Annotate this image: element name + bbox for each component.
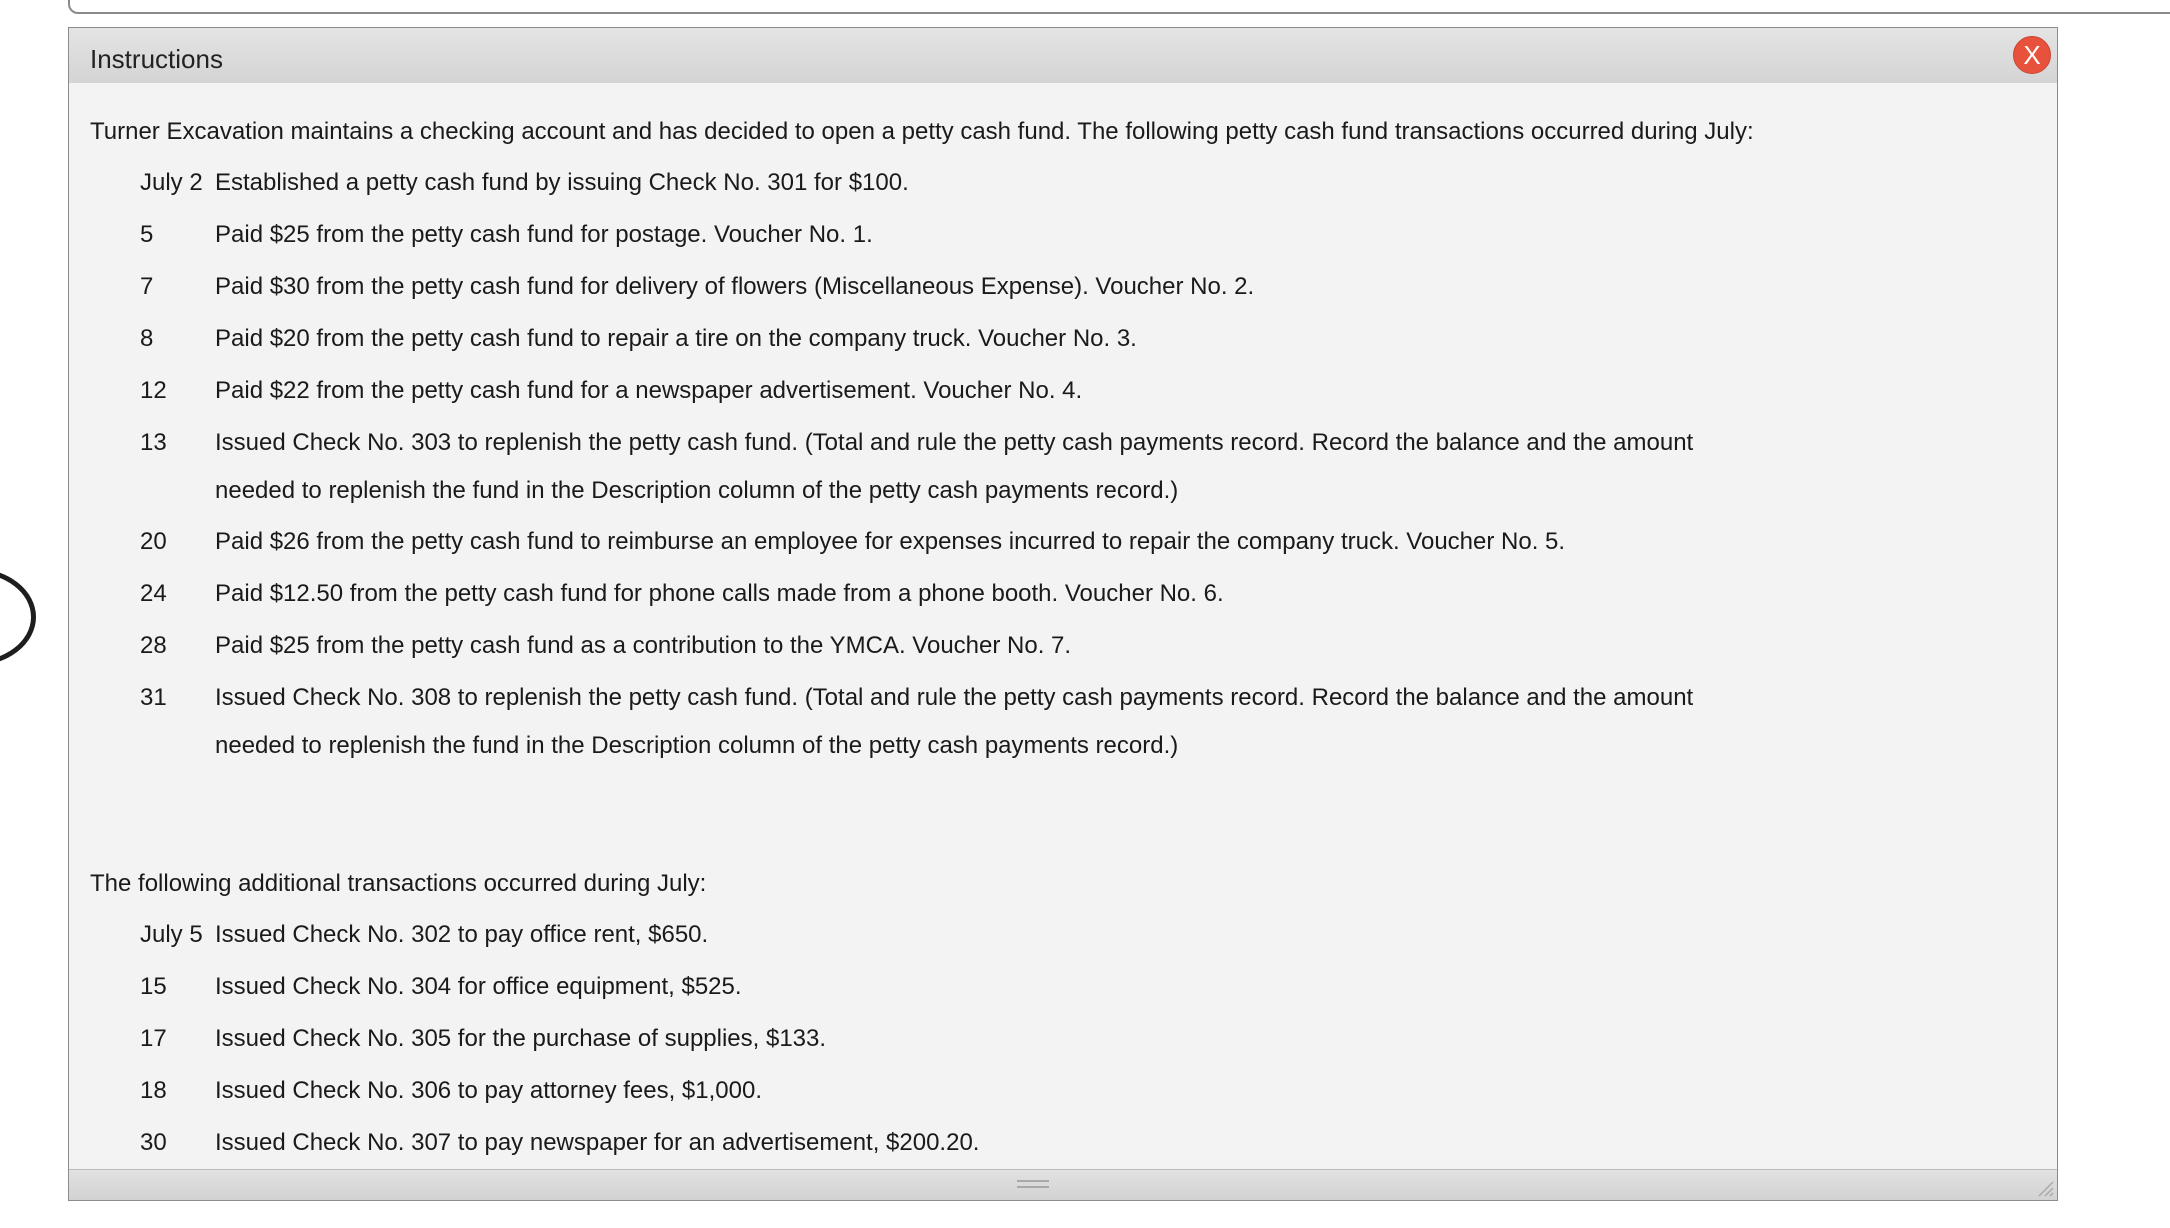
instructions-dialog (68, 27, 2058, 1201)
petty-cash-transaction-list (69, 157, 2057, 771)
transaction-date: 20 (140, 528, 167, 555)
transaction-row (69, 261, 2057, 313)
transaction-row (69, 313, 2057, 365)
transaction-date: 17 (140, 1025, 167, 1052)
transaction-description: Paid $26 from the petty cash fund to reimburse an employee for expenses incurred to repair the company truck. Voucher No. 5. (215, 528, 1566, 555)
transaction-row (69, 209, 2057, 261)
transaction-description: Paid $12.50 from the petty cash fund for phone calls made from a phone booth. Voucher No. 6. (215, 580, 1224, 607)
transaction-date: 12 (140, 377, 167, 404)
transaction-description: Paid $20 from the petty cash fund to repair a tire on the company truck. Voucher No. 3. (215, 325, 1137, 352)
transaction-row (69, 1013, 2057, 1065)
transaction-date: 8 (140, 325, 154, 352)
background-window-frame (68, 0, 2170, 14)
transaction-description: Issued Check No. 303 to replenish the petty cash fund. (Total and rule the petty cash payments record. Record the balance and the amount needed to replenish the fund in the Description column of the petty cash payments record.) (215, 429, 1694, 504)
additional-transaction-list (69, 909, 2057, 1169)
transaction-row (69, 157, 2057, 209)
transaction-description: Paid $30 from the petty cash fund for delivery of flowers (Miscellaneous Expense). Voucher No. 2. (215, 273, 1255, 300)
transaction-date: July 2 (140, 169, 203, 196)
transaction-date: 5 (140, 221, 154, 248)
transaction-date: 28 (140, 632, 167, 659)
close-button[interactable]: X (2013, 36, 2051, 74)
dialog-header[interactable] (69, 28, 2057, 83)
transaction-description: Paid $25 from the petty cash fund for postage. Voucher No. 1. (215, 221, 873, 248)
transaction-date: 13 (140, 429, 167, 456)
intro-paragraph: Turner Excavation maintains a checking account and has decided to open a petty cash fund. The following petty cash fund transactions occurred during July: (90, 118, 1754, 145)
transaction-row (69, 516, 2057, 568)
transaction-description: Paid $22 from the petty cash fund for a newspaper advertisement. Voucher No. 4. (215, 377, 1083, 404)
transaction-description: Issued Check No. 304 for office equipment, $525. (215, 973, 742, 1000)
transaction-description: Issued Check No. 308 to replenish the petty cash fund. (Total and rule the petty cash payments record. Record the balance and the amount needed to replenish the fund in the Description column of the petty cash payments record.) (215, 684, 1694, 759)
additional-transactions-heading: The following additional transactions occurred during July: (90, 870, 707, 897)
dialog-footer (69, 1169, 2057, 1200)
transaction-description: Issued Check No. 302 to pay office rent, $650. (215, 921, 709, 948)
transaction-date: July 5 (140, 921, 203, 948)
transaction-description: Paid $25 from the petty cash fund as a contribution to the YMCA. Voucher No. 7. (215, 632, 1072, 659)
resize-grip-icon[interactable] (1017, 1180, 1049, 1188)
transaction-row (69, 961, 2057, 1013)
transaction-row (69, 1117, 2057, 1169)
transaction-row (69, 1065, 2057, 1117)
transaction-description: Issued Check No. 305 for the purchase of supplies, $133. (215, 1025, 827, 1052)
transaction-description: Issued Check No. 306 to pay attorney fees, $1,000. (215, 1077, 763, 1104)
transaction-description: Issued Check No. 307 to pay newspaper for an advertisement, $200.20. (215, 1129, 980, 1156)
transaction-date: 7 (140, 273, 154, 300)
dialog-title: Instructions (90, 44, 223, 74)
transaction-row (69, 417, 2057, 516)
transaction-row (69, 568, 2057, 620)
transaction-date: 18 (140, 1077, 167, 1104)
transaction-row (69, 672, 2057, 771)
transaction-date: 24 (140, 580, 167, 607)
background-circle-button[interactable] (0, 568, 36, 666)
transaction-description: Established a petty cash fund by issuing Check No. 301 for $100. (215, 169, 909, 196)
transaction-row (69, 365, 2057, 417)
transaction-row (69, 620, 2057, 672)
transaction-date: 30 (140, 1129, 167, 1156)
resize-corner-icon[interactable] (2033, 1176, 2055, 1198)
transaction-date: 15 (140, 973, 167, 1000)
transaction-row (69, 909, 2057, 961)
transaction-date: 31 (140, 684, 167, 711)
